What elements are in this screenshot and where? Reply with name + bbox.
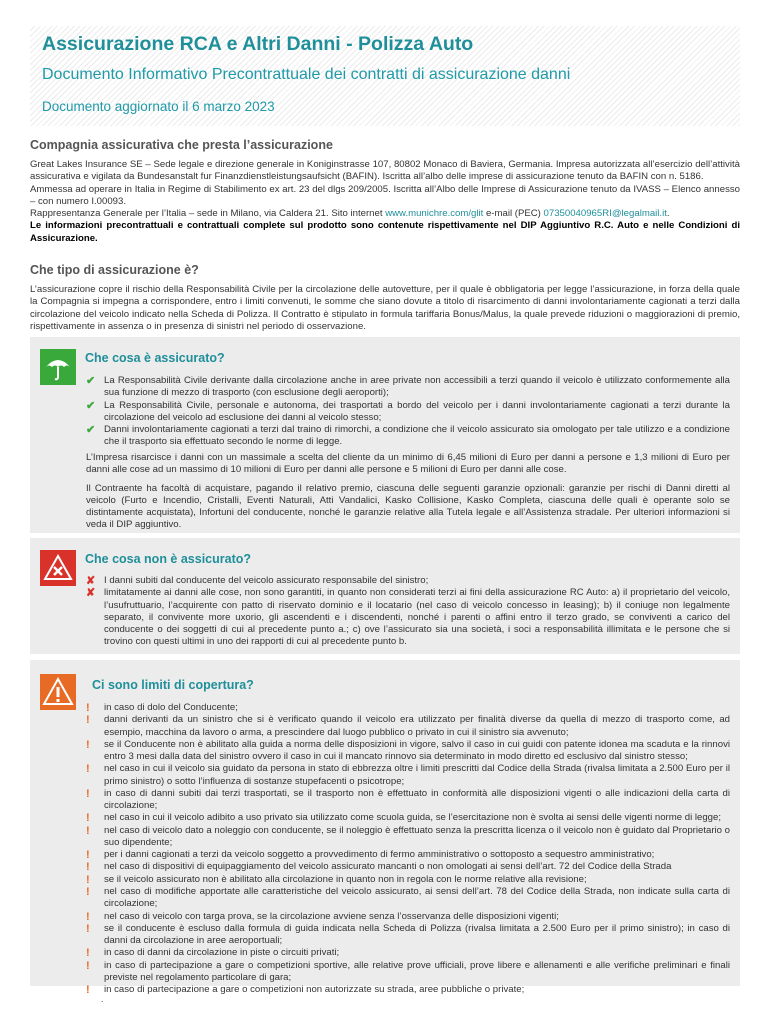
company-title: Compagnia assicurativa che presta l’assicurazione <box>30 138 333 152</box>
list-item: ✔ La Responsabilità Civile, personale e autonoma, dei trasportati a bordo del veicolo per i danni involontariamente cagionati a terzi durante la circolazione del veicolo ad esclusione dei danni al veicolo stesso; <box>86 399 730 423</box>
not-insured-list <box>86 575 730 649</box>
list-item: ! nel caso in cui il veicolo sia guidato da persona in stato di ebbrezza oltre i limiti prescritti dal Codice della Strada (rivalsa limitata a 2.500 Euro per il primo sinistro) o sotto l’influenza di sostanze stupefacenti o psicotrope; <box>86 763 730 787</box>
exclamation-mark-icon: ! <box>86 947 90 960</box>
email-link[interactable]: 07350040965RI@legalmail.it <box>543 208 667 220</box>
type-section <box>30 262 740 333</box>
company-p3: Rappresentanza Generale per l’Italia – sede in Milano, via Caldera 21. Sito internet www.munichre.com/glit e-mail (PEC) 07350040965RI@legalmail.it. <box>30 208 670 220</box>
check-icon: ✔ <box>86 399 96 412</box>
cross-icon: ✘ <box>86 587 96 600</box>
document-header <box>30 26 740 126</box>
umbrella-icon <box>40 349 76 385</box>
limits-box <box>30 660 740 997</box>
exclamation-mark-icon: ! <box>86 885 90 898</box>
check-icon: ✔ <box>86 375 96 387</box>
exclamation-mark-icon: ! <box>86 812 90 825</box>
insured-p2: Il Contraente ha facoltà di acquistare, pagando il relativo premio, ciascuna delle seguenti garanzie opzionali: garanzie per rischi di Danni diretti al veicolo (Furto e Incendio, Cristalli, Eventi Naturali, Atti Vandalici, Kasko Collisione, Kasko Completa, ciascuna delle quali è operante solo se distintamente acquistata), Infortuni del conducente, nonché le garanzie relative alla Tutela legale e all’Assistenza stradale. Per ulteriori informazioni si veda il DIP aggiuntivo. <box>86 482 730 531</box>
exclamation-mark-icon: ! <box>86 824 90 837</box>
list-item: ! nel caso in cui il veicolo adibito a uso privato sia utilizzato come scuola guida, se l’esercitazione non è svolta ai sensi delle vigenti norme di legge; <box>86 812 722 825</box>
exclamation-mark-icon: ! <box>86 702 90 714</box>
limits-list <box>86 702 730 996</box>
list-item: ! se il veicolo assicurato non è abilitato alla circolazione in quanto non in regola con le norme relative alla revisione; <box>86 873 587 886</box>
document-title: Assicurazione RCA e Altri Danni - Polizza Auto <box>42 33 474 55</box>
cross-icon: ✘ <box>86 575 96 587</box>
insured-title: Che cosa è assicurato? <box>85 351 225 365</box>
type-text: L’assicurazione copre il rischio della Responsabilità Civile per la circolazione delle autovetture, per il quale è obbligatoria per legge l’assicurazione, in forza della quale la Compagnia si impegna a corrispondere, entro i limiti convenuti, le somme che siano dovute a titolo di risarcimento di danni involontariamente cagionati a terzi dalla circolazione del veicolo indicato nella Scheda di Polizza. Il Contratto è stipulato in formula tariffaria Bonus/Malus, la quale prevede riduzioni o maggiorazioni di premio, rispettivamente in assenza o in presenza di sinistri nel periodo di osservazione. <box>30 284 740 332</box>
list-item: ! se il conducente è escluso dalla formula di guida indicata nella Scheda di Polizza (rivalsa limitata a 2.500 Euro per il primo sinistro); in caso di danni da circolazione in aree aeroportuali; <box>86 922 730 947</box>
company-p1: Great Lakes Insurance SE – Sede legale e direzione generale in Koniginstrasse 107, 80802 Monaco di Baviera, Germania. Impresa autorizzata all’esercizio dell’attività assicurativa e vigilata da Bundesanstalt fur Finanzdienstleistungsaufsicht (BAFIN). Iscritta all’albo delle imprese di assicurazione tenuto da BAFIN con n. 5186. <box>30 159 740 183</box>
exclamation-mark-icon: ! <box>86 873 90 886</box>
exclamation-icon <box>40 674 76 710</box>
list-item: ! nel caso di veicolo dato a noleggio con conducente, se il noleggio è effettuato senza la prescritta licenza o il veicolo non è guidato dal Proprietario o suo dipendente; <box>86 824 730 848</box>
list-item: ! in caso di danni subiti dai terzi trasportati, se il trasporto non è effettuato in conformità alle disposizioni vigenti o alle indicazioni della carta di circolazione; <box>86 787 730 812</box>
limits-title: Ci sono limiti di copertura? <box>92 678 254 692</box>
exclamation-mark-icon: ! <box>86 714 90 727</box>
type-title: Che tipo di assicurazione è? <box>30 263 199 277</box>
insured-list <box>86 375 730 449</box>
company-p2: Ammessa ad operare in Italia in Regime di Stabilimento ex art. 23 del dlgs 209/2005. Iscritta all’Albo delle Imprese di Assicurazione tenuto da IVASS – Elenco annesso – con numero I.00093. <box>30 183 740 207</box>
insured-paragraphs <box>86 452 730 538</box>
not-insured-box <box>30 538 740 654</box>
exclamation-mark-icon: ! <box>86 922 90 935</box>
list-item: ! in caso di partecipazione a gare o competizioni non autorizzate su strada, aree pubbliche o private; <box>86 984 525 997</box>
list-item: ! se il Conducente non è abilitato alla guida a norma delle disposizioni in vigore, salvo il caso in cui guidi con patente idonea ma scaduta e la rinnovi entro 3 mesi dalla data del sinistro ovvero il caso in cui il mancato rinnovo sia determinato in modo diretto ed esclusivo dal sinistro stesso; <box>86 738 730 763</box>
exclamation-mark-icon: ! <box>86 787 90 800</box>
footer-mark: . <box>101 994 104 1004</box>
list-item: ! nel caso di dispositivi di equipaggiamento del veicolo assicurato mancanti o non omologati ai sensi dell’art. 72 del Codice della Strada <box>86 861 672 874</box>
list-item: ✔ Danni involontariamente cagionati a terzi dal traino di rimorchi, a condizione che il veicolo assicurato sia omologato per tale utilizzo e a condizione che il trasporto sia effettuato secondo le norme di legge. <box>86 424 730 448</box>
website-link[interactable]: www.munichre.com/glit <box>385 208 484 220</box>
list-item: ✘ I danni subiti dal conducente del veicolo assicurato responsabile del sinistro; <box>86 575 429 587</box>
exclamation-mark-icon: ! <box>86 984 90 997</box>
list-item: ! in caso di danni da circolazione in piste o circuiti privati; <box>86 947 340 960</box>
insured-p1: L’Impresa risarcisce i danni con un massimale a scelta del cliente da un minimo di 6,45 milioni di Euro per danni a persone e 1,3 milioni di Euro per danni alle cose ad un massimo di 10 milioni di Euro per danni alle persone e 5 milioni di Euro per danni alle cose. <box>86 452 730 476</box>
list-item: ✔ La Responsabilità Civile derivante dalla circolazione anche in aree private non accessibili a terzi quando il veicolo è utilizzato conformemente alla sua funzione di mezzo di trasporto (con esclusione degli aeroporti); <box>86 375 730 399</box>
company-p4: Le informazioni precontrattuali e contrattuali complete sul prodotto sono contenute rispettivamente nel DIP Aggiuntivo R.C. Auto e nelle Condizioni di Assicurazione. <box>30 220 740 244</box>
list-item: ! nel caso di veicolo con targa prova, se la circolazione avviene senza l’osservanza delle disposizioni vigenti; <box>86 910 559 923</box>
list-item: ! nel caso di modifiche apportate alle caratteristiche del veicolo assicurato, ai sensi dell’art. 78 del Codice della Strada, non indicate sulla carta di circolazione; <box>86 885 730 910</box>
list-item: ! per i danni cagionati a terzi da veicolo soggetto a provvedimento di fermo amministrativo o sottoposto a sequestro amministrativo; <box>86 849 655 862</box>
exclamation-mark-icon: ! <box>86 959 90 972</box>
exclamation-mark-icon: ! <box>86 910 90 923</box>
exclamation-mark-icon: ! <box>86 738 90 751</box>
list-item: ✘ limitatamente ai danni alle cose, non sono garantiti, in quanto non considerati terzi ai fini della assicurazione RC Auto: a) il proprietario del veicolo, l’usufruttuario, l’acquirente con patto di riservato dominio e il locatario (nel caso di veicolo concesso in leasing); b) il coniuge non legalmente separato, il convivente more uxorio, gli ascendenti e i discendenti, nonché i parenti o affini entro il terzo grado, se conviventi a carico del conducente o dei soggetti di cui al precedente punto a.; c) ove l’assicurato sia una società, i soci a responsabilità illimitata e le persone che si trovino con questi ultimi in uno dei rapporti di cui al precedente punto b. <box>86 587 730 648</box>
insured-box <box>30 337 740 533</box>
exclamation-mark-icon: ! <box>86 849 90 862</box>
company-section <box>30 137 740 245</box>
document-date: Documento aggiornato il 6 marzo 2023 <box>42 99 275 114</box>
list-item: ! in caso di partecipazione a gare o competizioni sportive, alle relative prove ufficiali, prove libere e allenamenti e alle verifiche preliminari e finali previste nel regolamento particolare di gara; <box>86 959 730 983</box>
check-icon: ✔ <box>86 424 96 437</box>
document-subtitle: Documento Informativo Precontrattuale dei contratti di assicurazione danni <box>42 66 571 83</box>
list-item: ! in caso di dolo del Conducente; <box>86 702 238 714</box>
not-insured-title: Che cosa non è assicurato? <box>85 552 252 566</box>
exclamation-mark-icon: ! <box>86 861 90 874</box>
warning-cross-icon <box>40 550 76 586</box>
list-item: ! danni derivanti da un sinistro che si è verificato quando il veicolo era utilizzato per finalità diverse da quella di mezzo di trasporto come, ad esempio, macchina da lavoro o arma, a prescindere dal luogo pubblico o privato in cui il sinistro sia avvenuto; <box>86 714 730 738</box>
exclamation-mark-icon: ! <box>86 763 90 776</box>
